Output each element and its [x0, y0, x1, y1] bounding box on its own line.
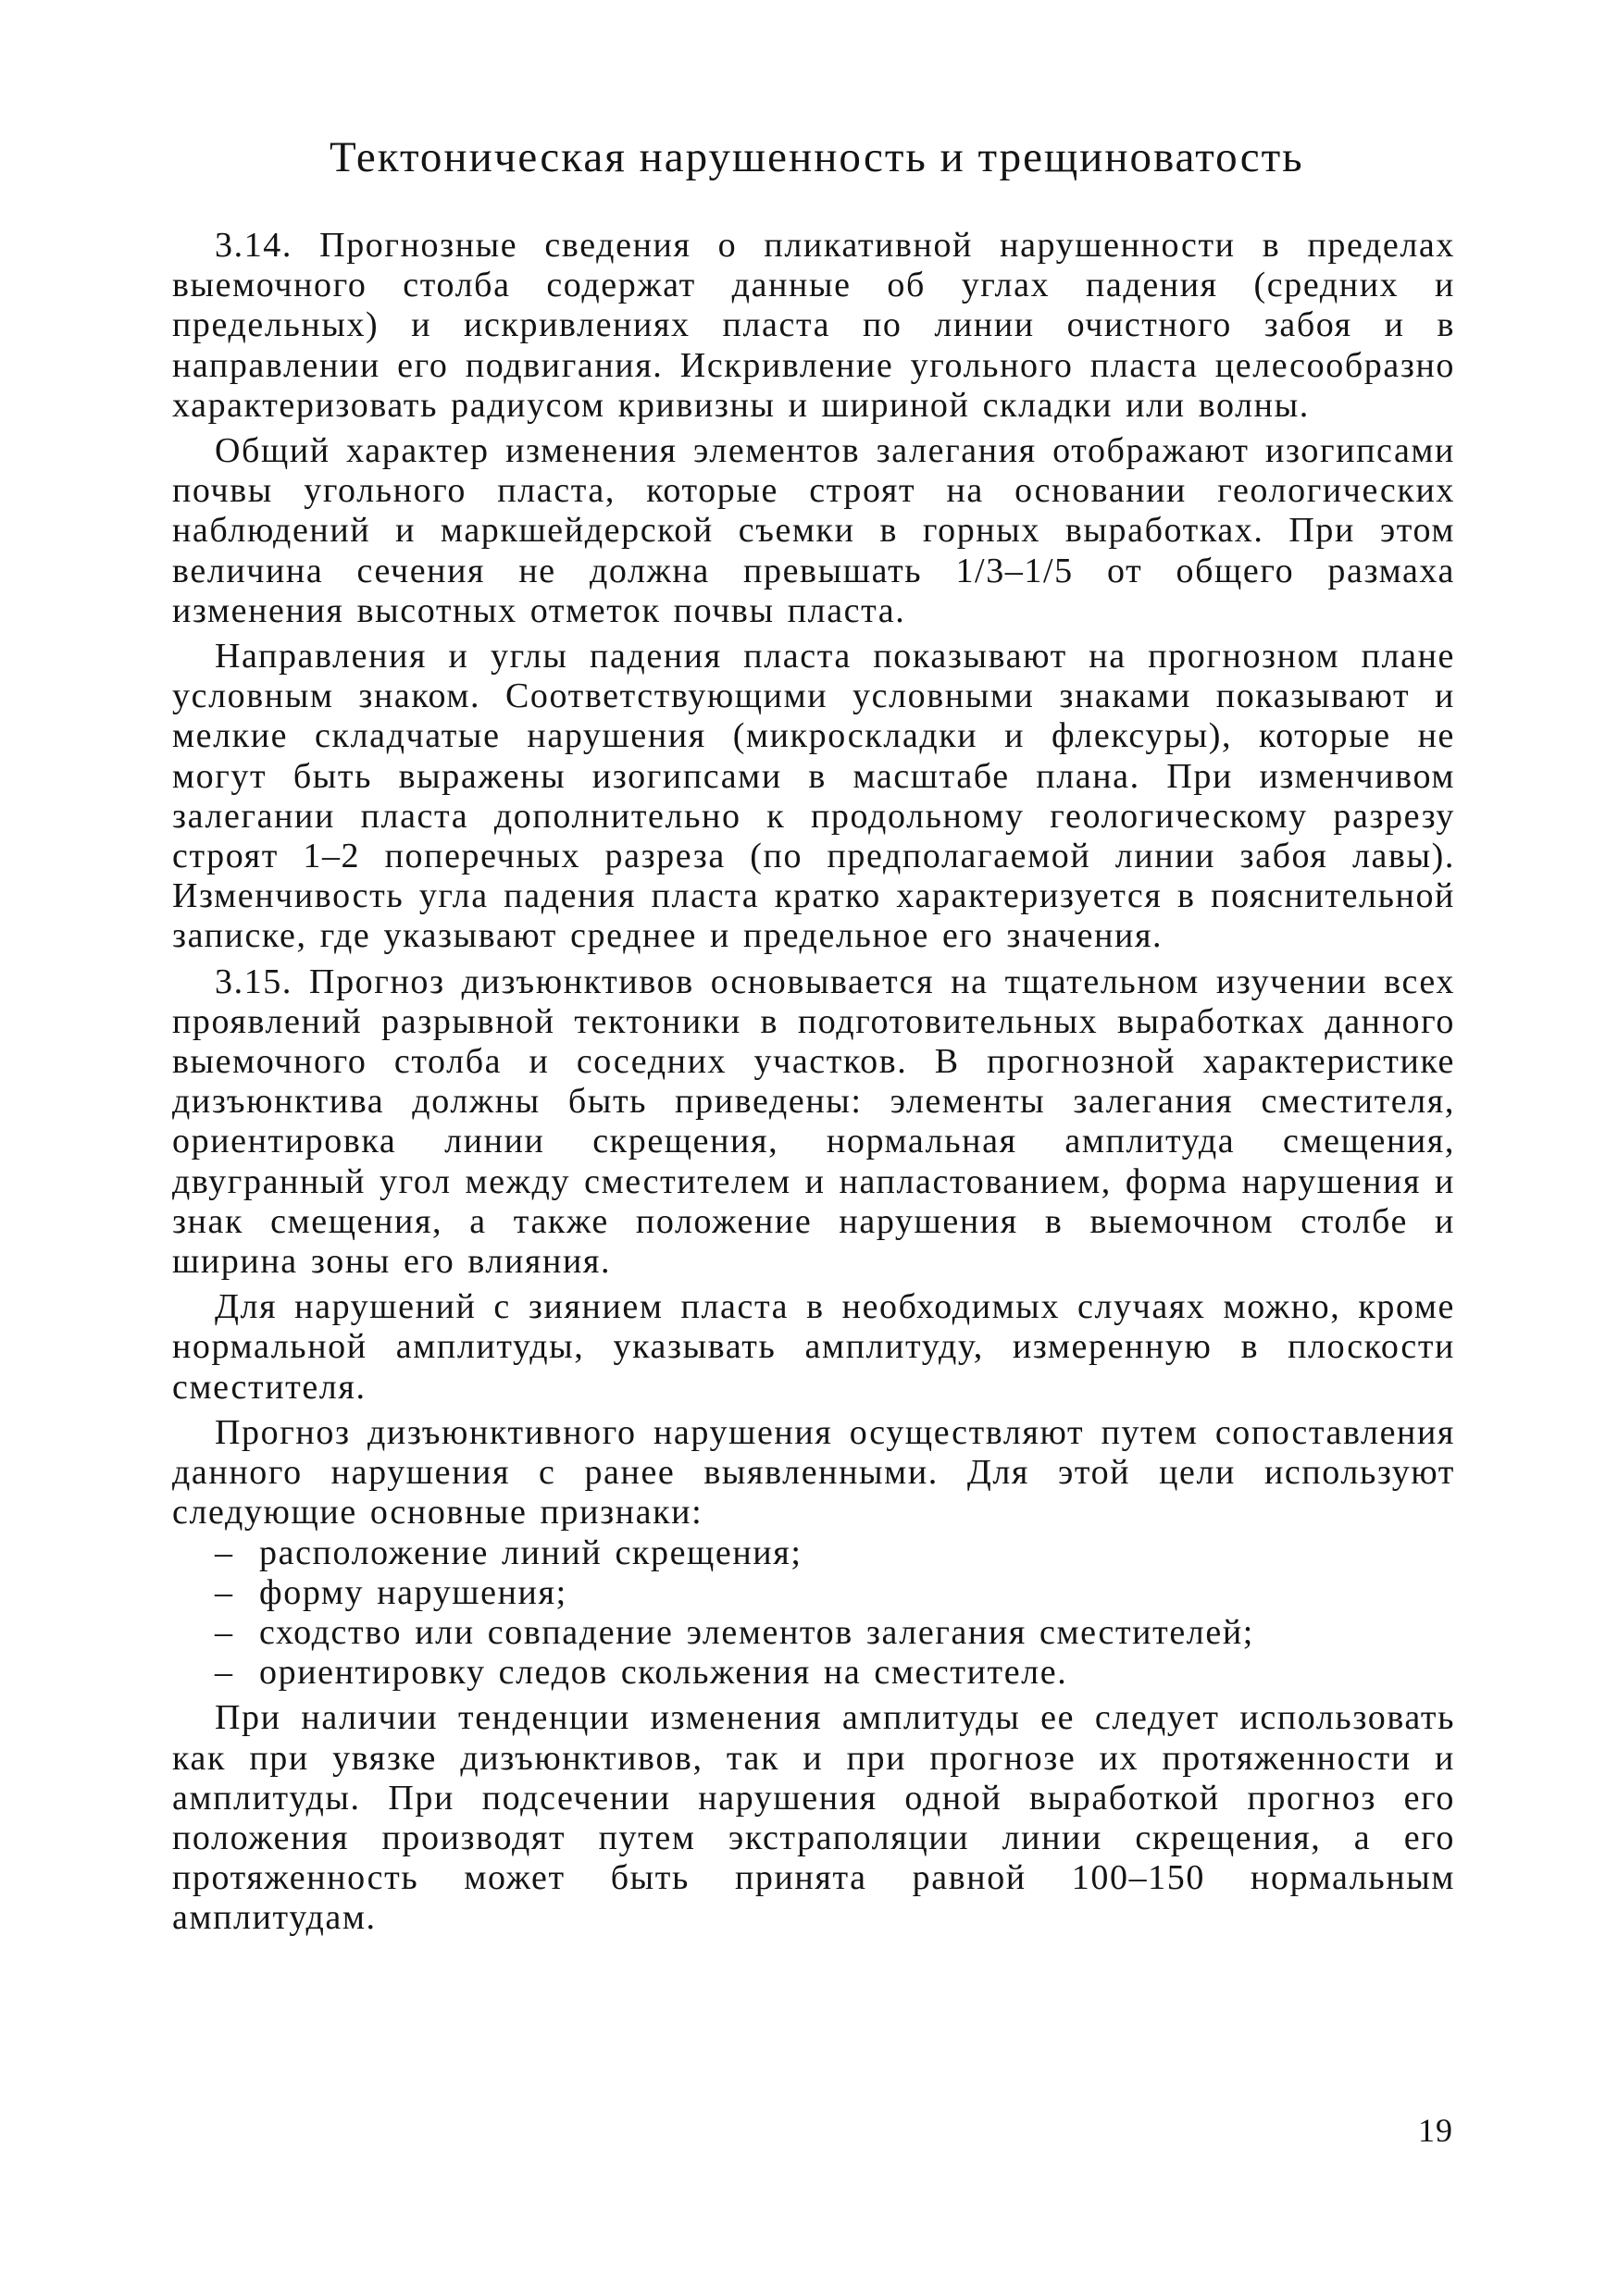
list-dash: –	[215, 1612, 234, 1652]
page-number: 19	[1418, 2112, 1453, 2149]
list-dash: –	[215, 1653, 234, 1693]
paragraph-amplitude-trend: При наличии тенденции изменения амплитуды ее следует использовать как при увязке дизъюнктивов, так и при прогнозе их протяженности и амплитуды. При подсечении нарушения одной выработкой прогноз его положения производят путем экстраполяции линии скрещения, а его протяженность может быть принята равной 100–150 нормальным амплитудам.	[172, 1698, 1455, 1938]
list-dash: –	[215, 1533, 234, 1572]
list-item	[172, 1653, 1455, 1693]
list-item-text: сходство или совпадение элементов залегания сместителей;	[259, 1612, 1254, 1652]
list-item	[172, 1613, 1455, 1653]
paragraph-3-14: 3.14. Прогнозные сведения о пликативной нарушенности в пределах выемочного столба содержат данные об углах падения (средних и предельных) и искривлениях пласта по линии очистного забоя и в направлении его подвигания. Искривление угольного пласта целесообразно характеризовать радиусом кривизны и шириной складки или волны.	[172, 226, 1455, 425]
section-heading: Тектоническая нарушенность и трещиноватость	[330, 133, 1304, 181]
page-content	[172, 128, 1455, 2210]
list-item	[172, 1533, 1455, 1573]
paragraph-directions-and-angles: Направления и углы падения пласта показывают на прогнозном плане условным знаком. Соответствующими условными знаками показывают и мелкие складчатые нарушения (микроскладки и флексуры), которые не могут быть выражены изогипсами в масштабе плана. При изменчивом залегании пласта дополнительно к продольному геологическому разрезу строят 1–2 поперечных разреза (по предполагаемой линии забоя лавы). Изменчивость угла падения пласта кратко характеризуется в пояснительной записке, где указывают среднее и предельное его значения.	[172, 637, 1455, 956]
list-item	[172, 1573, 1455, 1613]
list-item-text: форму нарушения;	[259, 1572, 567, 1612]
list-item-text: расположение линий скрещения;	[259, 1533, 803, 1572]
list-item-text: ориентировку следов скольжения на сместителе.	[259, 1653, 1068, 1693]
paragraph-forecast-method: Прогноз дизъюнктивного нарушения осуществляют путем сопоставления данного нарушения с ранее выявленными. Для этой цели используют следующие основные признаки:	[172, 1412, 1455, 1533]
list-dash: –	[215, 1572, 234, 1612]
paragraph-gaping-faults: Для нарушений с зиянием пласта в необходимых случаях можно, кроме нормальной амплитуды, указывать амплитуду, измеренную в плоскости сместителя.	[172, 1287, 1455, 1407]
paragraph-general-character: Общий характер изменения элементов залегания отображают изогипсами почвы угольного пласта, которые строят на основании геологических наблюдений и маркшейдерской съемки в горных выработках. При этом величина сечения не должна превышать 1/3–1/5 от общего размаха изменения высотных отметок почвы пласта.	[172, 431, 1455, 630]
paragraph-3-15: 3.15. Прогноз дизъюнктивов основывается на тщательном изучении всех проявлений разрывной тектоники в подготовительных выработках данного выемочного столба и соседних участков. В прогнозной характеристике дизъюнктива должны быть приведены: элементы залегания сместителя, ориентировка линии скрещения, нормальная амплитуда смещения, двугранный угол между сместителем и напластованием, форма нарушения и знак смещения, а также положение нарушения в выемочном столбе и ширина зоны его влияния.	[172, 962, 1455, 1282]
criteria-list	[172, 1533, 1455, 1694]
